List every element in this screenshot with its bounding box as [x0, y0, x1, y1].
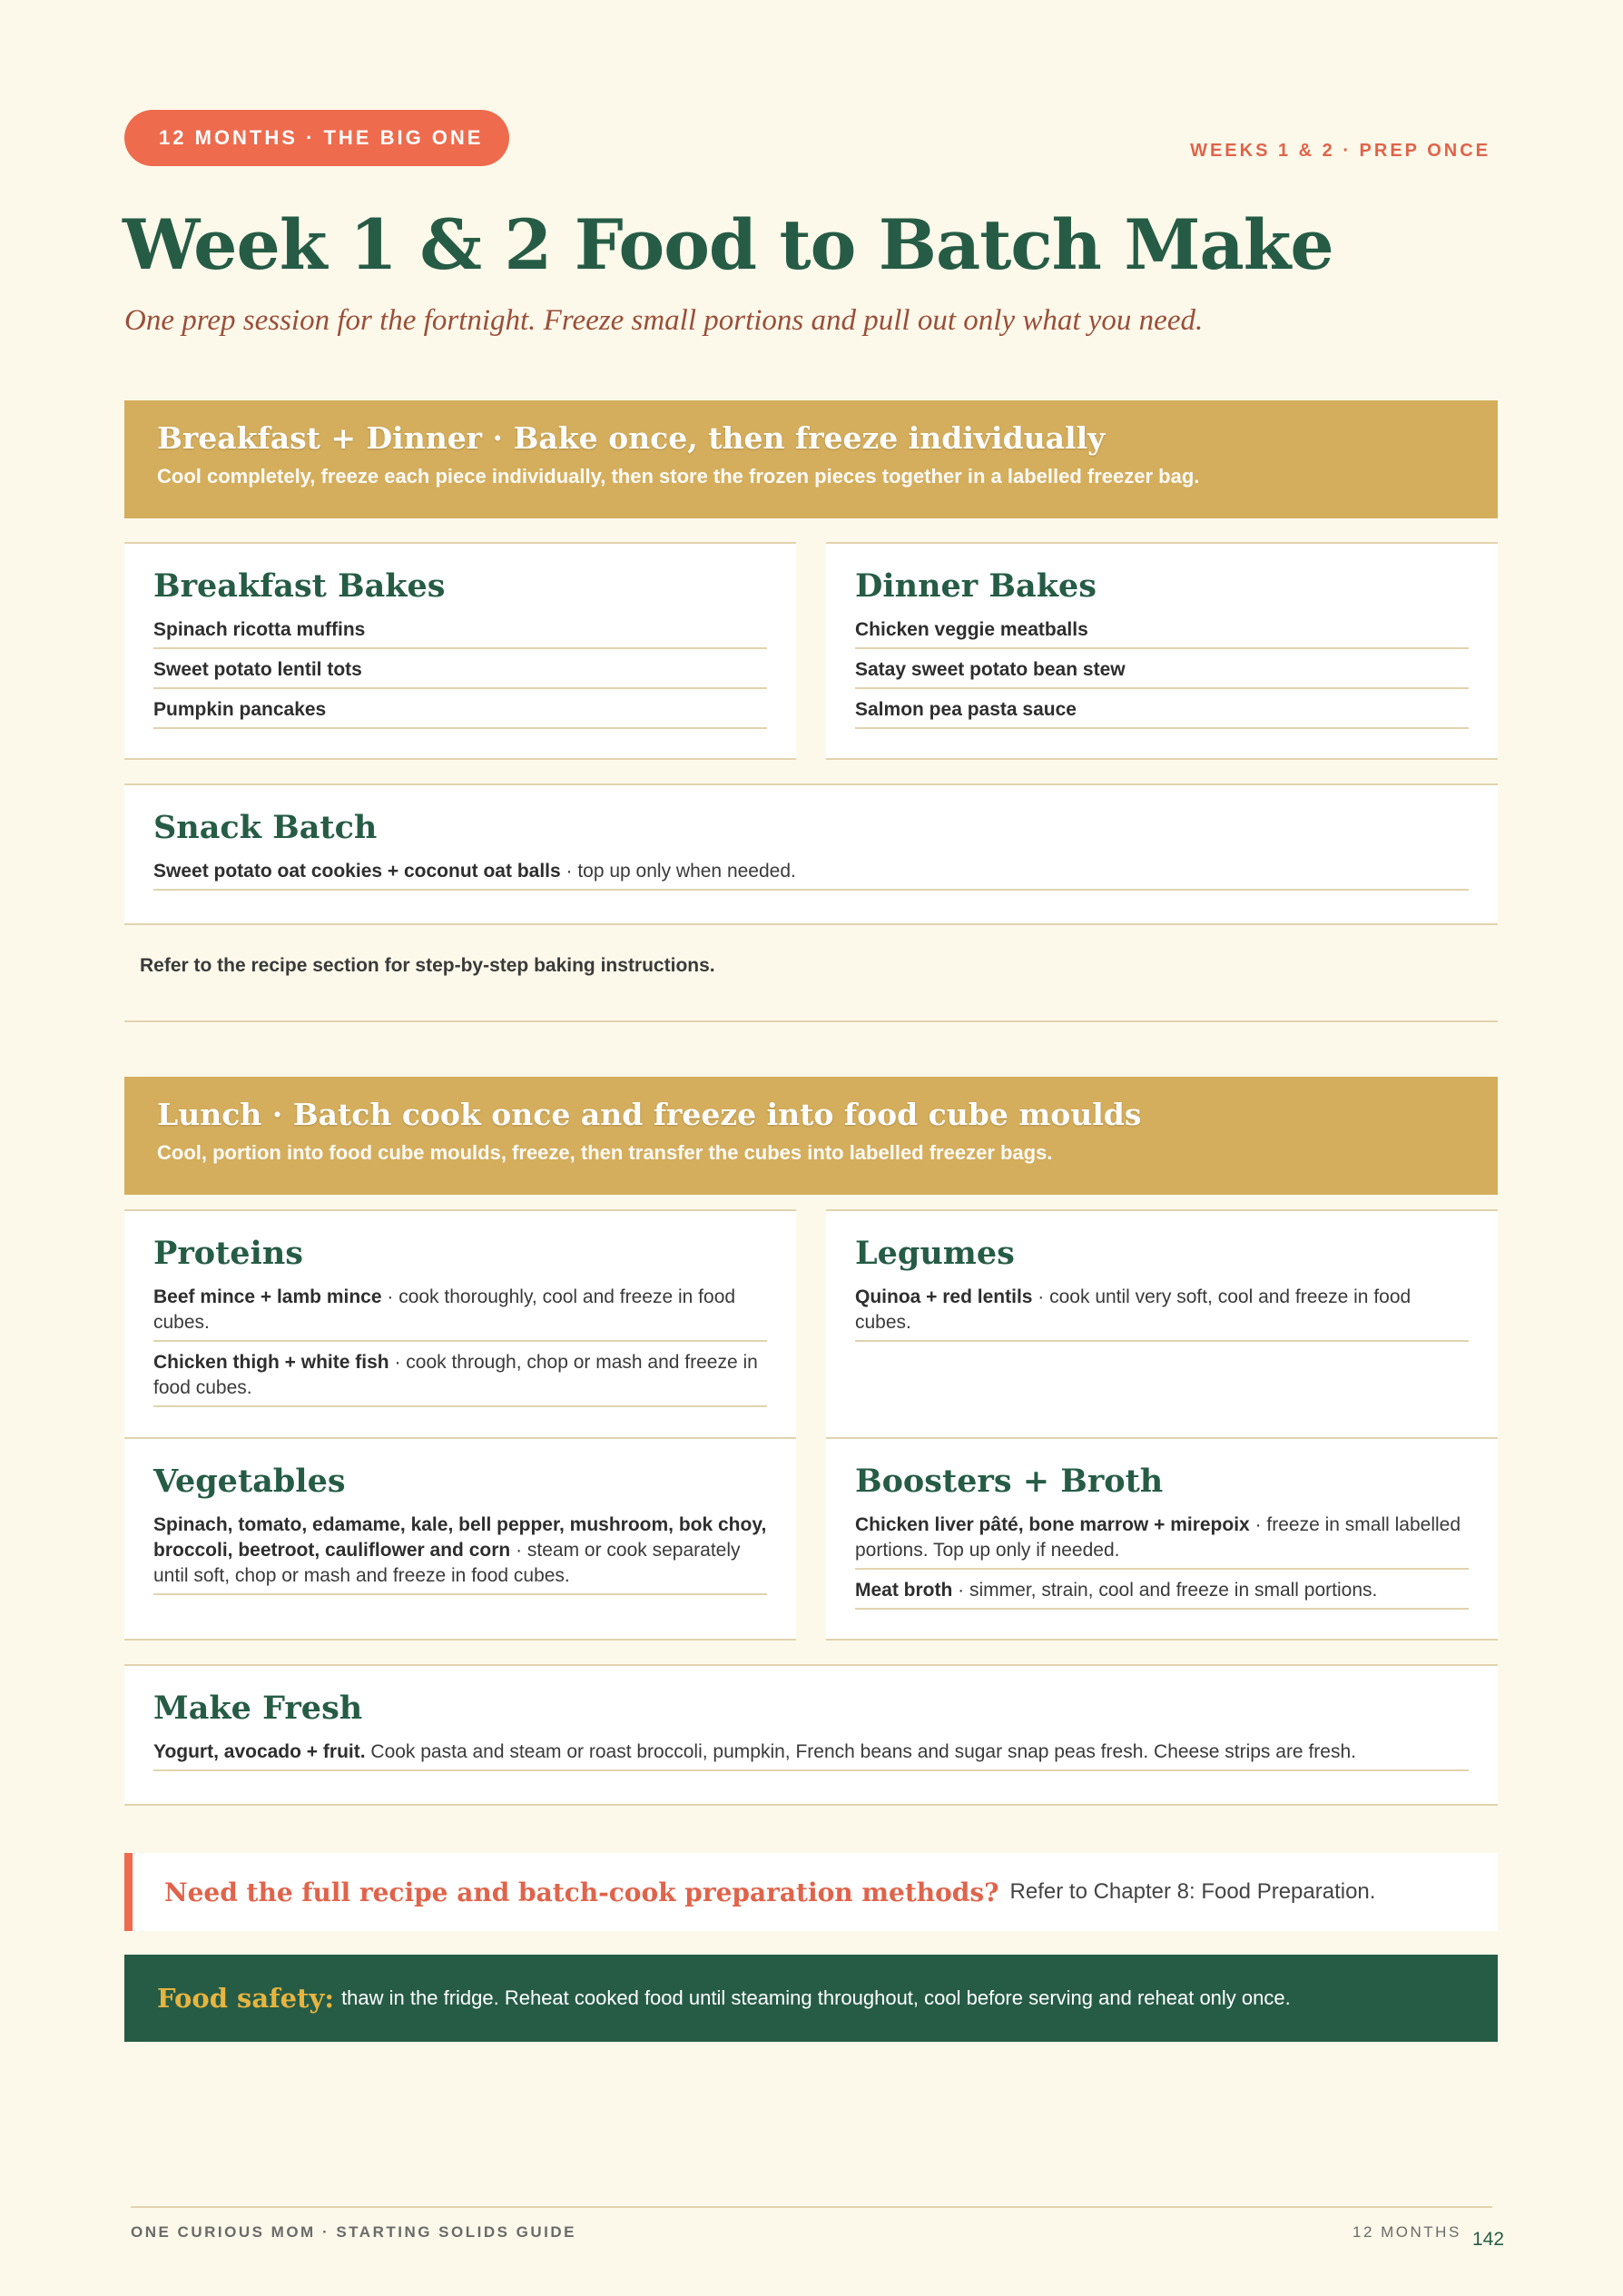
- snack-batch-title: Snack Batch: [153, 809, 378, 846]
- food-safety-banner: [124, 1955, 1498, 2042]
- recipe-note-text: Refer to the recipe section for step-by-step baking instructions.: [140, 955, 715, 976]
- vegetables-title: Vegetables: [153, 1463, 346, 1500]
- weeks-label: WEEKS 1 & 2 · PREP ONCE: [1190, 141, 1490, 161]
- list-item: Beef mince + lamb mince · cook thoroughly, cool and freeze in food cubes.: [153, 1285, 767, 1342]
- list-item: Spinach, tomato, edamame, kale, bell pepper, mushroom, bok choy, broccoli, beetroot, cauliflower and corn · steam or cook separately until soft, chop or mash and freeze in food cubes.: [153, 1513, 767, 1595]
- bake-band-text: Cool completely, freeze each piece individually, then store the frozen pieces together in a labelled freezer bag.: [157, 465, 1200, 488]
- recipe-callout: [124, 1853, 1498, 1931]
- recipe-note: [124, 924, 1498, 1022]
- boosters-broth-card: [826, 1437, 1498, 1641]
- snack-batch-card: [124, 783, 1498, 925]
- page-subtitle: One prep session for the fortnight. Freeze small portions and pull out only what you need.: [124, 304, 1204, 337]
- callout-text: Refer to Chapter 8: Food Preparation.: [1009, 1879, 1376, 1904]
- list-item: Yogurt, avocado + fruit. Cook pasta and steam or roast broccoli, pumpkin, French beans and sugar snap peas fresh. Cheese strips are fresh.: [153, 1739, 1469, 1771]
- proteins-card: [124, 1209, 796, 1440]
- callout-highlight: Need the full recipe and batch-cook preparation methods?: [164, 1877, 999, 1907]
- breakfast-bakes-title: Breakfast Bakes: [153, 567, 446, 605]
- legumes-title: Legumes: [855, 1235, 1015, 1272]
- dinner-bakes-title: Dinner Bakes: [855, 567, 1097, 605]
- make-fresh-title: Make Fresh: [153, 1690, 363, 1727]
- make-fresh-card: [124, 1664, 1498, 1806]
- lunch-band-title: Lunch · Batch cook once and freeze into food cube moulds: [157, 1097, 1142, 1132]
- section-badge-label: 12 MONTHS · THE BIG ONE: [159, 126, 484, 149]
- lunch-band: [124, 1077, 1498, 1195]
- list-item: Meat broth · simmer, strain, cool and freeze in small portions.: [855, 1578, 1469, 1610]
- footer-guide-name: ONE CURIOUS MOM · STARTING SOLIDS GUIDE: [131, 2223, 577, 2241]
- list-item: Salmon pea pasta sauce: [855, 697, 1469, 729]
- list-item: Chicken liver pâté, bone marrow + mirepoix · freeze in small labelled portions. Top up only if needed.: [855, 1513, 1469, 1570]
- vegetables-card: [124, 1437, 796, 1641]
- list-item: Pumpkin pancakes: [153, 697, 767, 729]
- page-number: 142: [1472, 2229, 1505, 2250]
- section-badge: [124, 110, 509, 166]
- footer-divider: [131, 2206, 1492, 2208]
- bake-band: [124, 400, 1498, 518]
- food-safety-highlight: Food safety:: [157, 1983, 335, 2014]
- footer-section: 12 MONTHS: [1352, 2223, 1461, 2241]
- list-item: Sweet potato lentil tots: [153, 657, 767, 689]
- list-item: Quinoa + red lentils · cook until very soft, cool and freeze in food cubes.: [855, 1285, 1469, 1342]
- breakfast-bakes-card: [124, 542, 796, 760]
- page-title: Week 1 & 2 Food to Batch Make: [123, 204, 1333, 285]
- list-item: Spinach ricotta muffins: [153, 617, 767, 649]
- list-item: Chicken veggie meatballs: [855, 617, 1469, 649]
- list-item: Satay sweet potato bean stew: [855, 657, 1469, 689]
- dinner-bakes-card: [826, 542, 1498, 760]
- proteins-title: Proteins: [153, 1235, 303, 1272]
- bake-band-title: Breakfast + Dinner · Bake once, then freeze individually: [157, 420, 1106, 456]
- lunch-band-text: Cool, portion into food cube moulds, freeze, then transfer the cubes into labelled freezer bags.: [157, 1141, 1053, 1164]
- boosters-broth-title: Boosters + Broth: [855, 1463, 1164, 1500]
- list-item: Sweet potato oat cookies + coconut oat balls · top up only when needed.: [153, 859, 1469, 891]
- list-item: Chicken thigh + white fish · cook through, chop or mash and freeze in food cubes.: [153, 1350, 767, 1407]
- food-safety-text: thaw in the fridge. Reheat cooked food until steaming throughout, cool before serving and reheat only once.: [341, 1986, 1291, 2009]
- legumes-card: [826, 1209, 1498, 1440]
